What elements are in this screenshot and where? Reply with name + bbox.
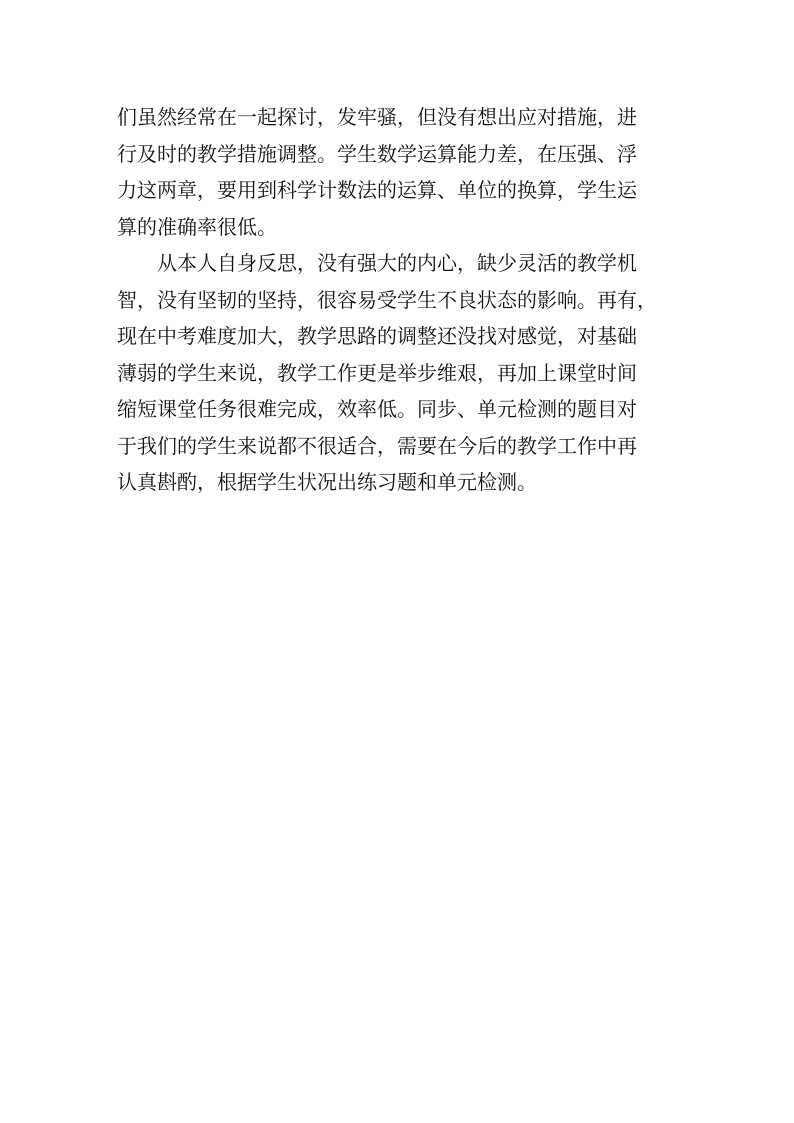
text-line: 们虽然经常在一起探讨，发牢骚，但没有想出应对措施，进: [117, 105, 637, 129]
text-line: 智，没有坚韧的坚持，很容易受学生不良状态的影响。再有，: [117, 287, 657, 312]
text-line: 行及时的教学措施调整。学生数学运算能力差，在压强、浮: [117, 141, 637, 166]
text-line: 薄弱的学生来说，教学工作更是举步维艰，再加上课堂时间: [117, 360, 637, 385]
text-line: 认真斟酌，根据学生状况出练习题和单元检测。: [117, 470, 537, 494]
text-line: 现在中考难度加大，教学思路的调整还没找对感觉，对基础: [117, 324, 637, 348]
text-line: 力这两章，要用到科学计数法的运算、单位的换算，学生运: [117, 178, 637, 202]
text-line: 从本人自身反思，没有强大的内心，缺少灵活的教学机: [117, 251, 637, 275]
body-text: [117, 99, 677, 501]
paragraph-2: [117, 245, 677, 501]
text-line: 缩短课堂任务很难完成，效率低。同步、单元检测的题目对: [117, 397, 637, 421]
paragraph-1: [117, 99, 677, 245]
text-line: 算的准确率很低。: [117, 214, 277, 239]
text-line: 于我们的学生来说都不很适合，需要在今后的教学工作中再: [117, 433, 637, 458]
